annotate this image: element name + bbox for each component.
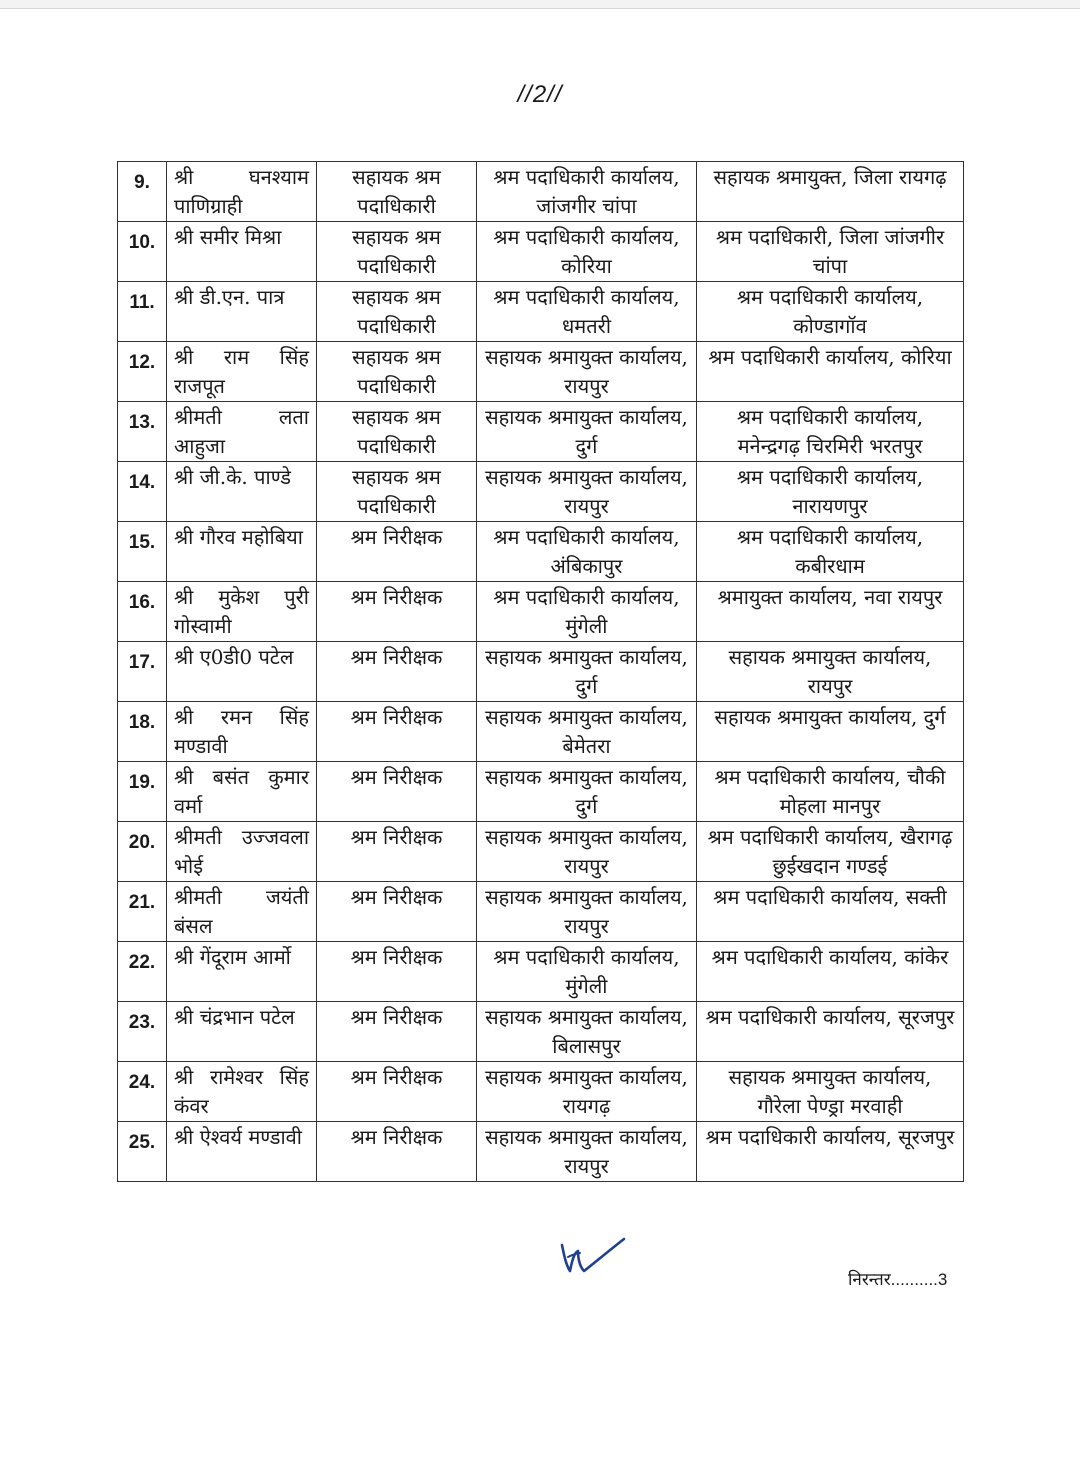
current-posting-cell: सहायक श्रमायुक्त कार्यालय, बेमेतरा — [477, 702, 697, 762]
designation-cell: श्रम निरीक्षक — [317, 522, 477, 582]
table-row — [118, 1122, 964, 1182]
serial-number-cell: 23. — [118, 1002, 167, 1062]
designation-cell: श्रम निरीक्षक — [317, 822, 477, 882]
table-row — [118, 282, 964, 342]
new-posting-cell: श्रम पदाधिकारी कार्यालय, खैरागढ़ छुईखदान गण्डई — [697, 822, 964, 882]
serial-number-cell: 22. — [118, 942, 167, 1002]
designation-cell: श्रम निरीक्षक — [317, 582, 477, 642]
serial-number-cell: 13. — [118, 402, 167, 462]
employee-name-cell: श्री रामेश्वर सिंह कंवर — [167, 1062, 317, 1122]
new-posting-cell: श्रम पदाधिकारी कार्यालय, कोरिया — [697, 342, 964, 402]
current-posting-cell: श्रम पदाधिकारी कार्यालय, मुंगेली — [477, 582, 697, 642]
serial-number-cell: 19. — [118, 762, 167, 822]
employee-name-cell: श्रीमती लता आहुजा — [167, 402, 317, 462]
current-posting-cell: सहायक श्रमायुक्त कार्यालय, रायपुर — [477, 822, 697, 882]
serial-number-cell: 9. — [118, 162, 167, 222]
serial-number-cell: 15. — [118, 522, 167, 582]
designation-cell: सहायक श्रम पदाधिकारी — [317, 282, 477, 342]
current-posting-cell: श्रम पदाधिकारी कार्यालय, अंबिकापुर — [477, 522, 697, 582]
employee-name-cell: श्री राम सिंह राजपूत — [167, 342, 317, 402]
new-posting-cell: सहायक श्रमायुक्त कार्यालय, गौरेला पेण्ड्रा मरवाही — [697, 1062, 964, 1122]
serial-number-cell: 25. — [118, 1122, 167, 1182]
table-row — [118, 162, 964, 222]
employee-name-cell: श्री डी.एन. पात्र — [167, 282, 317, 342]
new-posting-cell: श्रमायुक्त कार्यालय, नवा रायपुर — [697, 582, 964, 642]
table-row — [118, 582, 964, 642]
employee-name-cell: श्री बसंत कुमार वर्मा — [167, 762, 317, 822]
current-posting-cell: सहायक श्रमायुक्त कार्यालय, रायपुर — [477, 462, 697, 522]
transfer-table-body — [118, 162, 964, 1182]
table-row — [118, 462, 964, 522]
table-row — [118, 342, 964, 402]
current-posting-cell: सहायक श्रमायुक्त कार्यालय, रायपुर — [477, 342, 697, 402]
current-posting-cell: श्रम पदाधिकारी कार्यालय, जांजगीर चांपा — [477, 162, 697, 222]
document-page — [0, 8, 1080, 1469]
table-row — [118, 942, 964, 1002]
current-posting-cell: श्रम पदाधिकारी कार्यालय, मुंगेली — [477, 942, 697, 1002]
new-posting-cell: सहायक श्रमायुक्त कार्यालय, रायपुर — [697, 642, 964, 702]
designation-cell: सहायक श्रम पदाधिकारी — [317, 402, 477, 462]
employee-name-cell: श्री घनश्याम पाणिग्राही — [167, 162, 317, 222]
current-posting-cell: श्रम पदाधिकारी कार्यालय, धमतरी — [477, 282, 697, 342]
employee-name-cell: श्रीमती जयंती बंसल — [167, 882, 317, 942]
new-posting-cell: सहायक श्रमायुक्त, जिला रायगढ़ — [697, 162, 964, 222]
current-posting-cell: सहायक श्रमायुक्त कार्यालय, रायगढ़ — [477, 1062, 697, 1122]
new-posting-cell: सहायक श्रमायुक्त कार्यालय, दुर्ग — [697, 702, 964, 762]
designation-cell: श्रम निरीक्षक — [317, 1122, 477, 1182]
serial-number-cell: 12. — [118, 342, 167, 402]
designation-cell: श्रम निरीक्षक — [317, 1062, 477, 1122]
designation-cell: सहायक श्रम पदाधिकारी — [317, 342, 477, 402]
table-row — [118, 702, 964, 762]
table-row — [118, 762, 964, 822]
employee-name-cell: श्री गौरव महोबिया — [167, 522, 317, 582]
serial-number-cell: 17. — [118, 642, 167, 702]
serial-number-cell: 24. — [118, 1062, 167, 1122]
employee-name-cell: श्री मुकेश पुरी गोस्वामी — [167, 582, 317, 642]
serial-number-cell: 10. — [118, 222, 167, 282]
designation-cell: सहायक श्रम पदाधिकारी — [317, 462, 477, 522]
signature-icon — [558, 1231, 630, 1279]
current-posting-cell: सहायक श्रमायुक्त कार्यालय, दुर्ग — [477, 642, 697, 702]
table-row — [118, 1062, 964, 1122]
table-row — [118, 222, 964, 282]
designation-cell: सहायक श्रम पदाधिकारी — [317, 162, 477, 222]
table-row — [118, 402, 964, 462]
designation-cell: श्रम निरीक्षक — [317, 942, 477, 1002]
new-posting-cell: श्रम पदाधिकारी कार्यालय, चौकी मोहला मानपुर — [697, 762, 964, 822]
new-posting-cell: श्रम पदाधिकारी, जिला जांजगीर चांपा — [697, 222, 964, 282]
serial-number-cell: 11. — [118, 282, 167, 342]
designation-cell: श्रम निरीक्षक — [317, 882, 477, 942]
page-number: //2// — [517, 81, 563, 108]
designation-cell: श्रम निरीक्षक — [317, 702, 477, 762]
table-row — [118, 522, 964, 582]
current-posting-cell: सहायक श्रमायुक्त कार्यालय, दुर्ग — [477, 762, 697, 822]
employee-name-cell: श्री रमन सिंह मण्डावी — [167, 702, 317, 762]
employee-name-cell: श्री चंद्रभान पटेल — [167, 1002, 317, 1062]
new-posting-cell: श्रम पदाधिकारी कार्यालय, कोण्डागॉव — [697, 282, 964, 342]
employee-name-cell: श्रीमती उज्जवला भोई — [167, 822, 317, 882]
current-posting-cell: सहायक श्रमायुक्त कार्यालय, रायपुर — [477, 1122, 697, 1182]
new-posting-cell: श्रम पदाधिकारी कार्यालय, सक्ती — [697, 882, 964, 942]
designation-cell: सहायक श्रम पदाधिकारी — [317, 222, 477, 282]
transfer-table — [117, 161, 964, 1182]
employee-name-cell: श्री जी.के. पाण्डे — [167, 462, 317, 522]
serial-number-cell: 21. — [118, 882, 167, 942]
employee-name-cell: श्री ऐश्वर्य मण्डावी — [167, 1122, 317, 1182]
serial-number-cell: 14. — [118, 462, 167, 522]
current-posting-cell: सहायक श्रमायुक्त कार्यालय, दुर्ग — [477, 402, 697, 462]
current-posting-cell: सहायक श्रमायुक्त कार्यालय, बिलासपुर — [477, 1002, 697, 1062]
new-posting-cell: श्रम पदाधिकारी कार्यालय, सूरजपुर — [697, 1122, 964, 1182]
serial-number-cell: 20. — [118, 822, 167, 882]
new-posting-cell: श्रम पदाधिकारी कार्यालय, नारायणपुर — [697, 462, 964, 522]
current-posting-cell: श्रम पदाधिकारी कार्यालय, कोरिया — [477, 222, 697, 282]
table-row — [118, 882, 964, 942]
continued-note: निरन्तर..........3 — [848, 1270, 948, 1289]
table-row — [118, 822, 964, 882]
employee-name-cell: श्री ए0डी0 पटेल — [167, 642, 317, 702]
new-posting-cell: श्रम पदाधिकारी कार्यालय, मनेन्द्रगढ़ चिरमिरी भरतपुर — [697, 402, 964, 462]
employee-name-cell: श्री समीर मिश्रा — [167, 222, 317, 282]
serial-number-cell: 16. — [118, 582, 167, 642]
employee-name-cell: श्री गेंदूराम आर्मो — [167, 942, 317, 1002]
designation-cell: श्रम निरीक्षक — [317, 1002, 477, 1062]
designation-cell: श्रम निरीक्षक — [317, 642, 477, 702]
table-row — [118, 642, 964, 702]
table-row — [118, 1002, 964, 1062]
designation-cell: श्रम निरीक्षक — [317, 762, 477, 822]
new-posting-cell: श्रम पदाधिकारी कार्यालय, कबीरधाम — [697, 522, 964, 582]
serial-number-cell: 18. — [118, 702, 167, 762]
new-posting-cell: श्रम पदाधिकारी कार्यालय, कांकेर — [697, 942, 964, 1002]
current-posting-cell: सहायक श्रमायुक्त कार्यालय, रायपुर — [477, 882, 697, 942]
new-posting-cell: श्रम पदाधिकारी कार्यालय, सूरजपुर — [697, 1002, 964, 1062]
